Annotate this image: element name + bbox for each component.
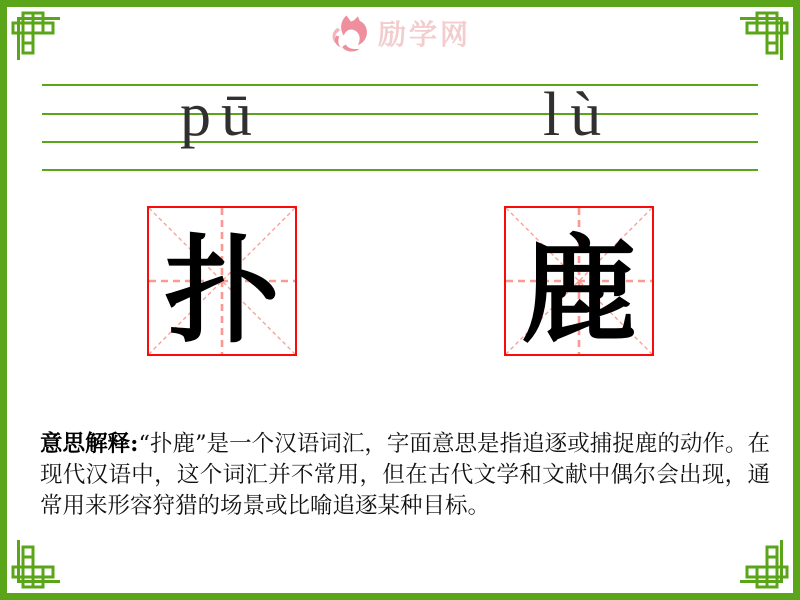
definition-paragraph <box>40 429 770 522</box>
pinyin-syllable-pu: pū <box>180 81 262 149</box>
brand-logo-text: 励学网 <box>377 18 471 51</box>
definition-body: “扑鹿”是一个汉语词汇，字面意思是指追逐或捕捉鹿的动作。在现代汉语中，这个词汇并不常用，但在古代文学和文献中偶尔会出现，通常用来形容狩猎的场景或比喻追逐某种目标。 <box>40 430 770 519</box>
character-box-lu <box>504 206 654 359</box>
fox-swirl-logo-icon <box>329 12 371 54</box>
frame-border-right <box>793 0 800 600</box>
corner-ornament-bottom-right-icon <box>740 540 792 592</box>
hanzi-character-pu: 扑 <box>164 222 280 359</box>
brand-logo <box>0 12 800 54</box>
frame-border-top <box>0 0 800 7</box>
hanzi-character-lu: 鹿 <box>521 222 637 359</box>
guide-line-1 <box>42 84 758 86</box>
frame-border-left <box>0 0 7 600</box>
definition-label: 意思解释: <box>40 430 139 457</box>
character-box-pu <box>147 206 297 359</box>
guide-line-4 <box>42 169 758 171</box>
frame-border-bottom <box>0 593 800 600</box>
corner-ornament-bottom-left-icon <box>8 540 60 592</box>
guide-line-3 <box>42 141 758 143</box>
pinyin-syllable-lu: lù <box>543 81 612 149</box>
guide-line-2 <box>42 113 758 115</box>
